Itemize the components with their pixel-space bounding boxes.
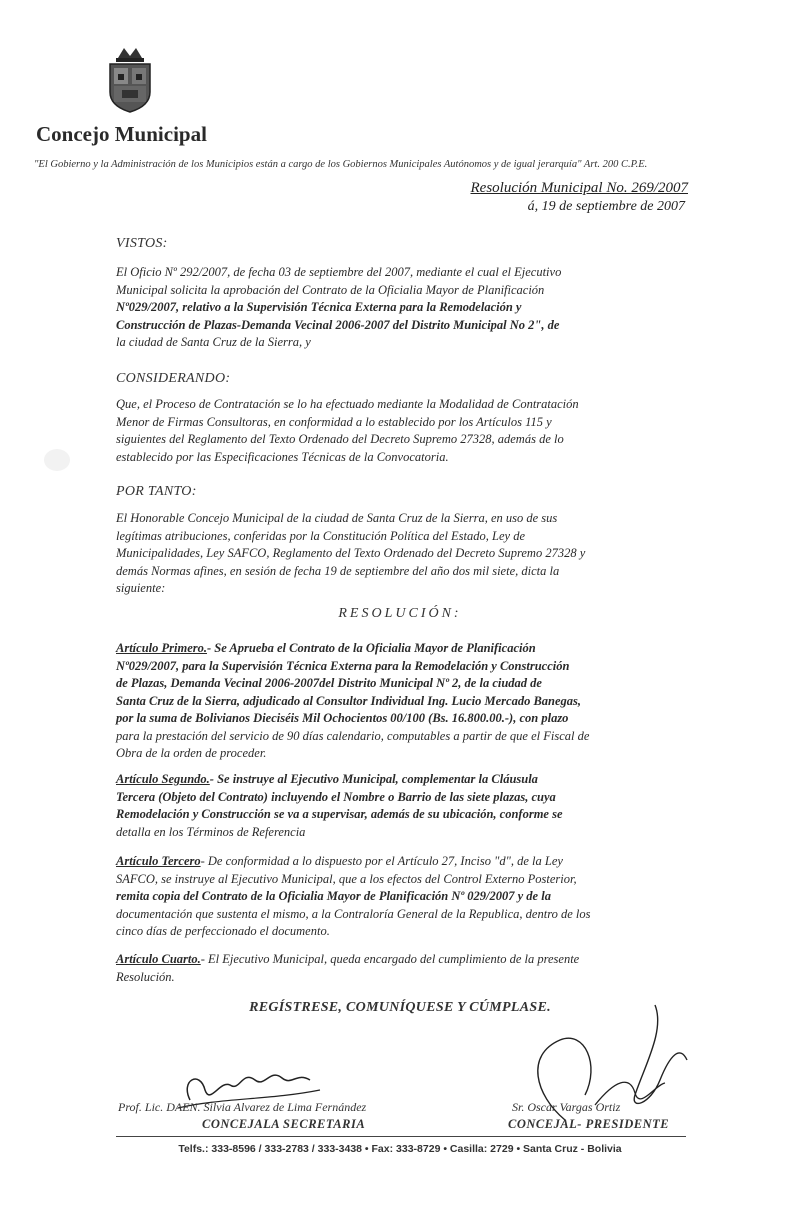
article-label: Artículo Segundo. bbox=[116, 772, 210, 786]
text-line: Obra de la orden de proceder. bbox=[116, 746, 267, 760]
por-tanto-heading: POR TANTO: bbox=[116, 484, 197, 499]
motto-quote: "El Gobierno y la Administración de los Municipios están a cargo de los Gobiernos Municipales Autónomos y de igual jerarquía" Art. 200 C.P.E. bbox=[34, 159, 648, 170]
text-line: Remodelación y Construcción se va a supervisar, además de su ubicación, conforme se bbox=[116, 807, 563, 821]
text-line: siguiente: bbox=[116, 581, 166, 595]
article-tercero bbox=[116, 853, 686, 941]
text-line: SAFCO, se instruye al Ejecutivo Municipal, que a los efectos del Control Externo Posterior, bbox=[116, 871, 577, 886]
text-line: Municipalidades, Ley SAFCO, Reglamento del Texto Ordenado del Decreto Supremo 27328 y bbox=[116, 546, 586, 560]
text-line: remita copia del Contrato de la Oficialia Mayor de Planificación Nº 029/2007 y de la bbox=[116, 889, 551, 903]
text-line: El Honorable Concejo Municipal de la ciudad de Santa Cruz de la Sierra, en uso de sus bbox=[116, 511, 558, 525]
resolution-number: Resolución Municipal No. 269/2007 bbox=[470, 180, 688, 196]
punch-hole-mark bbox=[44, 449, 70, 471]
considerando-paragraph bbox=[116, 396, 686, 466]
text-line: documentación que sustenta el mismo, a la Contraloría General de la Republica, dentro de los bbox=[116, 906, 591, 921]
text-line: legítimas atribuciones, conferidas por la Constitución Política del Estado, Ley de bbox=[116, 528, 525, 543]
right-signatory-name: Sr. Oscar Vargas Ortiz bbox=[512, 1100, 621, 1114]
text-span: - De conformidad a lo dispuesto por el Artículo 27, Inciso "d", de la Ley bbox=[200, 854, 563, 868]
text-line: Nº029/2007, para la Supervisión Técnica Externa para la Remodelación y Construcción bbox=[116, 658, 570, 673]
text-span: - Se Aprueba el Contrato de la Oficialia Mayor de Planificación bbox=[206, 641, 536, 655]
por-tanto-paragraph bbox=[116, 510, 686, 598]
article-label: Artículo Tercero bbox=[116, 854, 201, 868]
text-line bbox=[116, 951, 686, 969]
text-line bbox=[116, 640, 686, 658]
text-line: Construcción de Plazas-Demanda Vecinal 2006-2007 del Distrito Municipal No 2", de bbox=[116, 317, 560, 332]
text-line: siguientes del Reglamento del Texto Ordenado del Decreto Supremo 27328, además de lo bbox=[116, 432, 564, 446]
article-cuarto bbox=[116, 951, 686, 986]
footer-divider bbox=[116, 1136, 686, 1137]
article-primero bbox=[116, 640, 686, 763]
article-segundo bbox=[116, 771, 686, 841]
text-line: demás Normas afines, en sesión de fecha 19 de septiembre del año dos mil siete, dicta la bbox=[116, 563, 560, 578]
resolution-date: á, 19 de septiembre de 2007 bbox=[527, 199, 685, 214]
article-label: Artículo Cuarto. bbox=[116, 952, 201, 966]
text-line: establecido por las Especificaciones Técnicas de la Convocatoria. bbox=[116, 449, 449, 464]
text-span: - El Ejecutivo Municipal, queda encargado del cumplimiento de la presente bbox=[200, 952, 580, 966]
vistos-paragraph bbox=[116, 264, 686, 352]
text-line: de Plazas, Demanda Vecinal 2006-2007del Distrito Municipal Nº 2, de la ciudad de bbox=[116, 676, 542, 690]
text-span: - Se instruye al Ejecutivo Municipal, complementar la Cláusula bbox=[209, 772, 538, 786]
text-line: cinco días de perfeccionado el documento. bbox=[116, 924, 330, 938]
left-signatory-role: CONCEJALA SECRETARIA bbox=[202, 1117, 366, 1131]
closing-formula: REGÍSTRESE, COMUNÍQUESE Y CÚMPLASE. bbox=[249, 1000, 551, 1015]
right-signatory-role: CONCEJAL- PRESIDENTE bbox=[508, 1117, 670, 1131]
org-name: Concejo Municipal bbox=[36, 122, 207, 146]
municipal-coat-of-arms-icon bbox=[104, 44, 156, 114]
text-line: Tercera (Objeto del Contrato) incluyendo el Nombre o Barrio de las siete plazas, cuya bbox=[116, 789, 556, 804]
text-line bbox=[116, 853, 686, 871]
footer-contact: Telfs.: 333-8596 / 333-2783 / 333-3438 • Fax: 333-8729 • Casilla: 2729 • Santa Cruz - Bolivia bbox=[178, 1143, 622, 1155]
article-label: Artículo Primero. bbox=[116, 641, 207, 655]
vistos-heading: VISTOS: bbox=[116, 236, 168, 251]
left-signatory-name: Prof. Lic. DAEN. Silvia Alvarez de Lima Fernández bbox=[118, 1100, 367, 1114]
text-line: por la suma de Bolivianos Dieciséis Mil Ochocientos 00/100 (Bs. 16.800.00.-), con plazo bbox=[116, 711, 569, 725]
resolucion-title: RESOLUCIÓN: bbox=[338, 606, 462, 621]
text-line: la ciudad de Santa Cruz de la Sierra, y bbox=[116, 335, 311, 349]
considerando-heading: CONSIDERANDO: bbox=[116, 371, 231, 386]
text-line: para la prestación del servicio de 90 días calendario, computables a partir de que el Fiscal de bbox=[116, 728, 590, 743]
text-line: Santa Cruz de la Sierra, adjudicado al Consultor Individual Ing. Lucio Mercado Banegas, bbox=[116, 693, 582, 708]
text-line: Menor de Firmas Consultoras, en conformidad a lo establecido por los Artículos 115 y bbox=[116, 414, 552, 429]
text-line: detalla en los Términos de Referencia bbox=[116, 824, 306, 839]
text-line: Nº029/2007, relativo a la Supervisión Técnica Externa para la Remodelación y bbox=[116, 300, 522, 314]
text-line: Resolución. bbox=[116, 969, 175, 984]
text-line: Municipal solicita la aprobación del Contrato de la Oficialia Mayor de Planificación bbox=[116, 282, 545, 297]
text-line bbox=[116, 771, 686, 789]
text-line: El Oficio Nº 292/2007, de fecha 03 de septiembre del 2007, mediante el cual el Ejecutivo bbox=[116, 265, 562, 279]
text-line: Que, el Proceso de Contratación se lo ha efectuado mediante la Modalidad de Contratación bbox=[116, 397, 579, 411]
